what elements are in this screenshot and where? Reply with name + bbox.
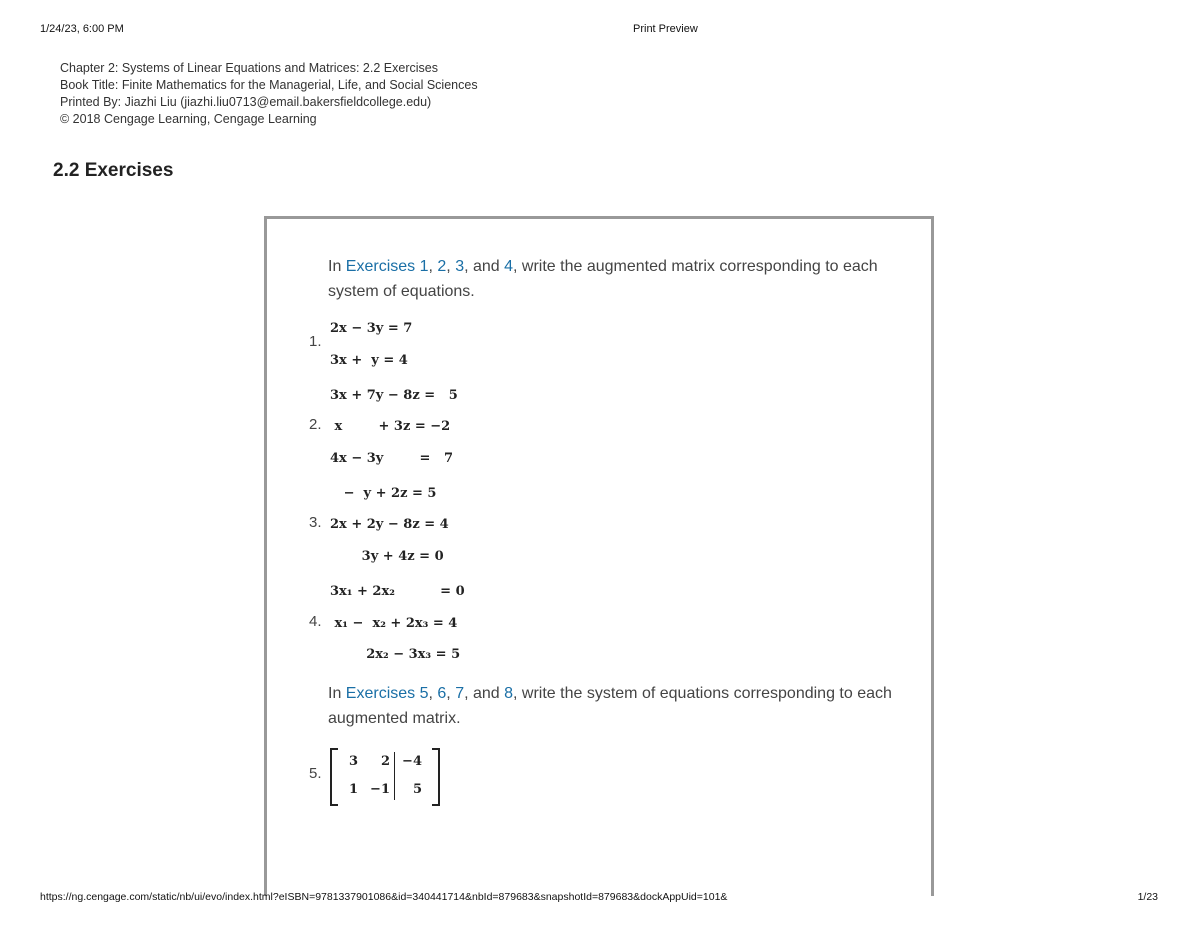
- exercise-2-link[interactable]: 2: [437, 258, 447, 275]
- right-bracket: [432, 748, 440, 806]
- intro-paragraph-2: [328, 681, 928, 731]
- matrix-cell: 5: [412, 782, 422, 797]
- equation-line: 4x − 3y = 7: [330, 451, 454, 466]
- exercise-number: 5.: [309, 765, 322, 782]
- equation-line: 3y + 4z = 0: [330, 549, 444, 564]
- book-title-line: Book Title: Finite Mathematics for the Managerial, Life, and Social Sciences: [60, 78, 478, 92]
- intro-text: , write the augmented matrix corresponding to each system of equations.: [328, 258, 878, 300]
- equation-line: 3x₁ + 2x₂ = 0: [330, 584, 465, 599]
- equation-line: 2x₂ − 3x₃ = 5: [330, 647, 461, 662]
- intro-text: In: [328, 258, 346, 275]
- exercise-6-link[interactable]: 6: [437, 685, 447, 702]
- exercise-7-link[interactable]: 7: [455, 685, 465, 702]
- separator: ,: [428, 258, 438, 275]
- equation-line: 3x + 7y − 8z = 5: [330, 388, 458, 403]
- intro-paragraph-1: [328, 254, 928, 304]
- matrix-cell: −4: [402, 754, 422, 769]
- section-title: 2.2 Exercises: [53, 160, 174, 181]
- exercise-number: 1.: [309, 333, 322, 350]
- separator: ,: [446, 258, 456, 275]
- page-url: https://ng.cengage.com/static/nb/ui/evo/index.html?eISBN=9781337901086&id=340441714&nbId=879683&snapshotId=879683&dockAppUid=101&: [40, 891, 728, 903]
- separator: , and: [464, 685, 505, 702]
- augment-divider: [394, 752, 395, 800]
- equation-line: x₁ − x₂ + 2x₃ = 4: [330, 616, 458, 631]
- chapter-line: Chapter 2: Systems of Linear Equations and Matrices: 2.2 Exercises: [60, 61, 438, 75]
- equation-line: 2x − 3y = 7: [330, 321, 413, 336]
- exercise-number: 4.: [309, 613, 322, 630]
- separator: ,: [446, 685, 456, 702]
- exercise-8-link[interactable]: 8: [504, 685, 514, 702]
- exercise-4-link[interactable]: 4: [504, 258, 514, 275]
- equation-line: 2x + 2y − 8z = 4: [330, 517, 449, 532]
- exercise-3-link[interactable]: 3: [455, 258, 465, 275]
- intro-text: In: [328, 685, 346, 702]
- equation-line: 3x + y = 4: [330, 353, 408, 368]
- printed-by-line: Printed By: Jiazhi Liu (jiazhi.liu0713@email.bakersfieldcollege.edu): [60, 95, 432, 109]
- separator: , and: [464, 258, 505, 275]
- exercise-1-link[interactable]: Exercises 1: [345, 258, 429, 275]
- augmented-matrix: [330, 748, 440, 804]
- print-title: Print Preview: [633, 23, 698, 35]
- equation-line: x + 3z = −2: [330, 419, 451, 434]
- copyright-line: © 2018 Cengage Learning, Cengage Learning: [60, 112, 317, 126]
- matrix-cell: 1: [348, 782, 358, 797]
- separator: ,: [428, 685, 438, 702]
- page-number: 1/23: [1137, 891, 1158, 903]
- equation-line: − y + 2z = 5: [330, 486, 437, 501]
- exercise-number: 3.: [309, 514, 322, 531]
- matrix-cell: −1: [370, 782, 390, 797]
- print-date: 1/24/23, 6:00 PM: [40, 23, 124, 35]
- document-meta: [60, 60, 478, 128]
- matrix-cell: 3: [348, 754, 358, 769]
- intro-text: , write the system of equations corresponding to each augmented matrix.: [328, 685, 892, 727]
- exercise-5-link[interactable]: Exercises 5: [345, 685, 429, 702]
- exercise-number: 2.: [309, 416, 322, 433]
- matrix-cell: 2: [380, 754, 390, 769]
